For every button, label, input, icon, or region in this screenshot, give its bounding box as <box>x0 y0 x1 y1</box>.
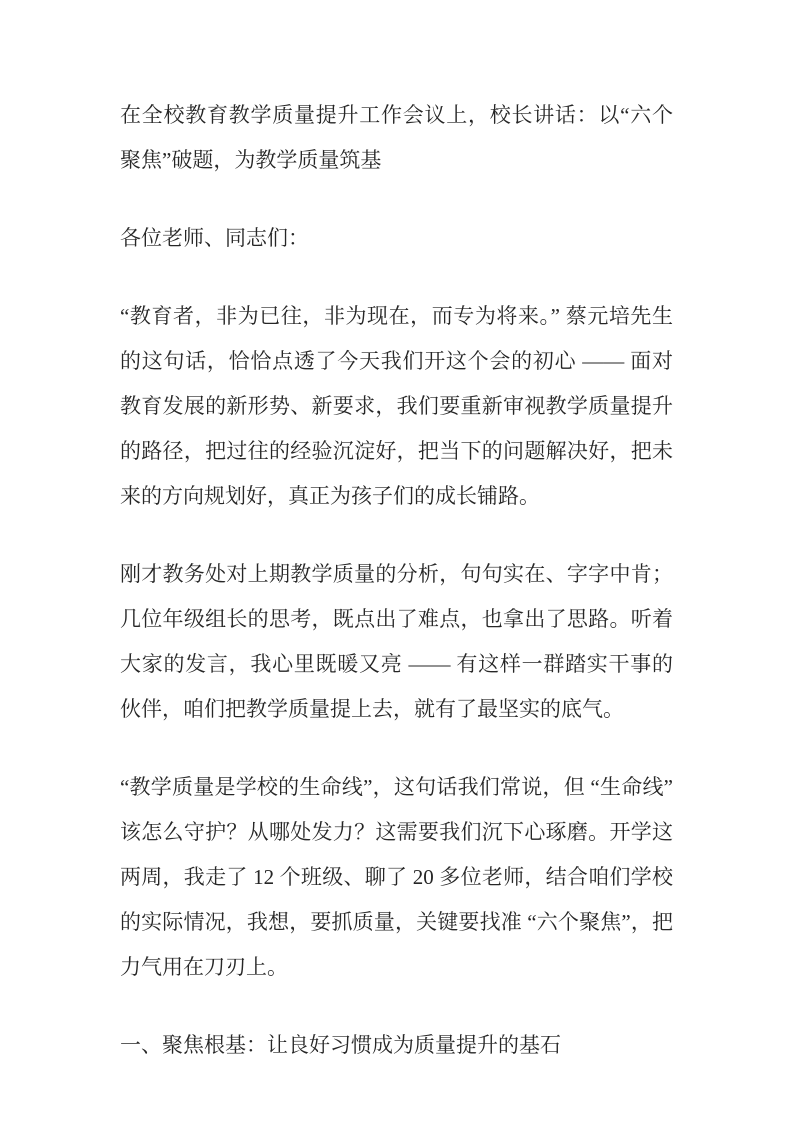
body-paragraph-1: “教育者，非为已往，非为现在，而专为将来。” 蔡元培先生的这句话，恰恰点透了今天我们开这个会的初心 —— 面对教育发展的新形势、新要求，我们要重新审视教学质量提升的路径，把过往的经验沉淀好，把当下的问题解决好，把未来的方向规划好，真正为孩子们的成长铺路。 <box>120 304 673 508</box>
document-title: 在全校教育教学质量提升工作会议上，校长讲话：以“六个聚焦”破题，为教学质量筑基 <box>120 103 673 172</box>
body-paragraph-3: “教学质量是学校的生命线”，这句话我们常说，但 “生命线” 该怎么守护？从哪处发力？这需要我们沉下心琢磨。开学这两周，我走了 12 个班级、聊了 20 多位老师，结合咱们学校的实际情况，我想，要抓质量，关键要找准 “六个聚焦”，把力气用在刀刃上。 <box>120 775 673 979</box>
salutation: 各位老师、同志们： <box>120 226 309 250</box>
section-heading: 一、聚焦根基：让良好习惯成为质量提升的基石 <box>120 1033 561 1057</box>
body-paragraph-2: 刚才教务处对上期教学质量的分析，句句实在、字字中肯；几位年级组长的思考，既点出了难点，也拿出了思路。听着大家的发言，我心里既暖又亮 —— 有这样一群踏实干事的伙伴，咱们把教学质量提上去，就有了最坚实的底气。 <box>120 562 673 721</box>
